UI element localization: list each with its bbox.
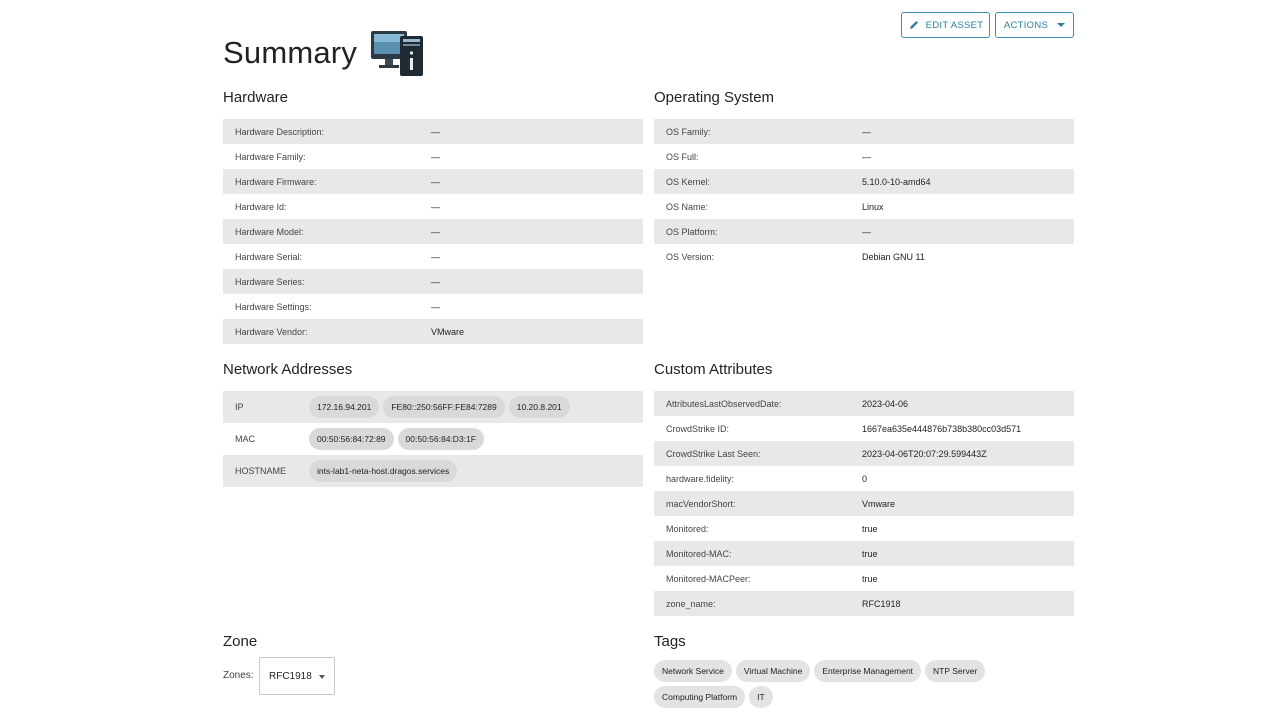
row-value: true	[862, 523, 878, 534]
table-row	[223, 294, 643, 319]
row-key: Hardware Vendor:	[235, 326, 308, 337]
table-row	[654, 144, 1074, 169]
tag-list	[654, 660, 1074, 708]
row-key: Monitored-MAC:	[666, 548, 732, 559]
table-row	[654, 466, 1074, 491]
custom-attributes-table	[654, 391, 1074, 616]
table-row	[654, 391, 1074, 416]
table-row	[223, 119, 643, 144]
custom-attributes-section-title: Custom Attributes	[654, 361, 773, 378]
row-key: OS Version:	[666, 251, 715, 262]
table-row	[223, 391, 643, 423]
row-key: MAC	[235, 434, 255, 444]
row-key: macVendorShort:	[666, 498, 736, 509]
row-key: AttributesLastObservedDate:	[666, 398, 782, 409]
ip-chip: 172.16.94.201	[309, 396, 379, 418]
table-row	[654, 169, 1074, 194]
row-key: OS Platform:	[666, 226, 718, 237]
table-row	[223, 219, 643, 244]
table-row	[654, 416, 1074, 441]
row-key: Monitored-MACPeer:	[666, 573, 751, 584]
row-key: Hardware Model:	[235, 226, 304, 237]
row-value: —	[862, 126, 871, 137]
tag-chip[interactable]: Computing Platform	[654, 686, 745, 708]
tags-section-title: Tags	[654, 633, 686, 650]
row-value: 2023-04-06	[862, 398, 909, 409]
row-value: —	[862, 226, 871, 237]
row-key: Hardware Serial:	[235, 251, 303, 262]
row-key: OS Name:	[666, 201, 709, 212]
table-row	[654, 119, 1074, 144]
row-key: HOSTNAME	[235, 466, 287, 476]
row-key: Hardware Series:	[235, 276, 305, 287]
table-row	[223, 194, 643, 219]
row-value: —	[431, 301, 440, 312]
table-row	[654, 491, 1074, 516]
zone-select[interactable]	[259, 657, 335, 695]
zone-section-title: Zone	[223, 633, 258, 650]
row-value: —	[431, 251, 440, 262]
mac-chip: 00:50:56:84:D3:1F	[398, 428, 484, 450]
row-key: zone_name:	[666, 598, 716, 609]
row-value: RFC1918	[862, 598, 901, 609]
ip-chip: 10.20.8.201	[509, 396, 570, 418]
row-value: true	[862, 573, 878, 584]
row-value: —	[431, 126, 440, 137]
table-row	[654, 566, 1074, 591]
table-row	[654, 591, 1074, 616]
os-table	[654, 119, 1074, 269]
tag-chip[interactable]: IT	[749, 686, 773, 708]
edit-asset-button[interactable]	[901, 12, 990, 38]
row-value: 5.10.0-10-amd64	[862, 176, 931, 187]
computer-tower-icon	[369, 28, 425, 78]
row-value: —	[862, 151, 871, 162]
table-row	[223, 319, 643, 344]
row-key: hardware.fidelity:	[666, 473, 735, 484]
row-value: VMware	[431, 326, 465, 337]
row-value: —	[431, 276, 440, 287]
row-key: Hardware Description:	[235, 126, 325, 137]
row-value: —	[431, 176, 440, 187]
chevron-down-icon	[1057, 23, 1065, 27]
row-key: OS Kernel:	[666, 176, 711, 187]
row-key: CrowdStrike Last Seen:	[666, 448, 761, 459]
row-key: Hardware Settings:	[235, 301, 312, 312]
page-header	[223, 28, 425, 78]
hardware-section-title: Hardware	[223, 89, 289, 106]
actions-label: ACTIONS	[1003, 19, 1049, 31]
ip-chip: FE80::250:56FF:FE84:7289	[383, 396, 504, 418]
page-title: Summary	[223, 35, 358, 70]
chevron-down-icon	[319, 675, 325, 679]
tag-chip[interactable]: Virtual Machine	[736, 660, 810, 682]
table-row	[654, 516, 1074, 541]
hostname-chip: ints-lab1-neta-host.dragos.services	[309, 460, 457, 482]
row-value: Debian GNU 11	[862, 251, 925, 262]
row-value: Vmware	[862, 498, 896, 509]
row-value: —	[431, 201, 440, 212]
row-key: CrowdStrike ID:	[666, 423, 730, 434]
table-row	[223, 144, 643, 169]
table-row	[654, 194, 1074, 219]
hardware-table	[223, 119, 643, 344]
table-row	[654, 541, 1074, 566]
table-row	[654, 244, 1074, 269]
tag-chip[interactable]: Enterprise Management	[814, 660, 921, 682]
network-table	[223, 391, 643, 487]
table-row	[654, 219, 1074, 244]
row-value: —	[431, 151, 440, 162]
mac-chip: 00:50:56:84:72:89	[309, 428, 394, 450]
zones-label: Zones:	[223, 670, 254, 681]
chip-group	[309, 396, 570, 418]
row-key: Hardware Family:	[235, 151, 306, 162]
row-value: —	[431, 226, 440, 237]
row-value: 1667ea635e444876b738b380cc03d571	[862, 423, 1022, 434]
row-key: OS Family:	[666, 126, 711, 137]
table-row	[223, 269, 643, 294]
actions-dropdown-button[interactable]	[995, 12, 1074, 38]
table-row	[223, 169, 643, 194]
os-section-title: Operating System	[654, 89, 775, 106]
tag-chip[interactable]: Network Service	[654, 660, 732, 682]
chip-group	[309, 460, 457, 482]
row-key: OS Full:	[666, 151, 699, 162]
row-key: Hardware Firmware:	[235, 176, 317, 187]
network-section-title: Network Addresses	[223, 361, 353, 378]
edit-asset-label: EDIT ASSET	[925, 19, 984, 31]
table-row	[223, 423, 643, 455]
row-key: IP	[235, 402, 244, 412]
row-value: 0	[862, 473, 868, 484]
zone-selected-value: RFC1918	[269, 670, 312, 682]
table-row	[223, 244, 643, 269]
table-row	[223, 455, 643, 487]
row-key: Monitored:	[666, 523, 709, 534]
pencil-icon	[908, 19, 920, 31]
row-value: true	[862, 548, 878, 559]
row-value: 2023-04-06T20:07:29.599443Z	[862, 448, 987, 459]
row-key: Hardware Id:	[235, 201, 287, 212]
row-value: Linux	[862, 201, 884, 212]
table-row	[654, 441, 1074, 466]
tag-chip[interactable]: NTP Server	[925, 660, 985, 682]
chip-group	[309, 428, 484, 450]
